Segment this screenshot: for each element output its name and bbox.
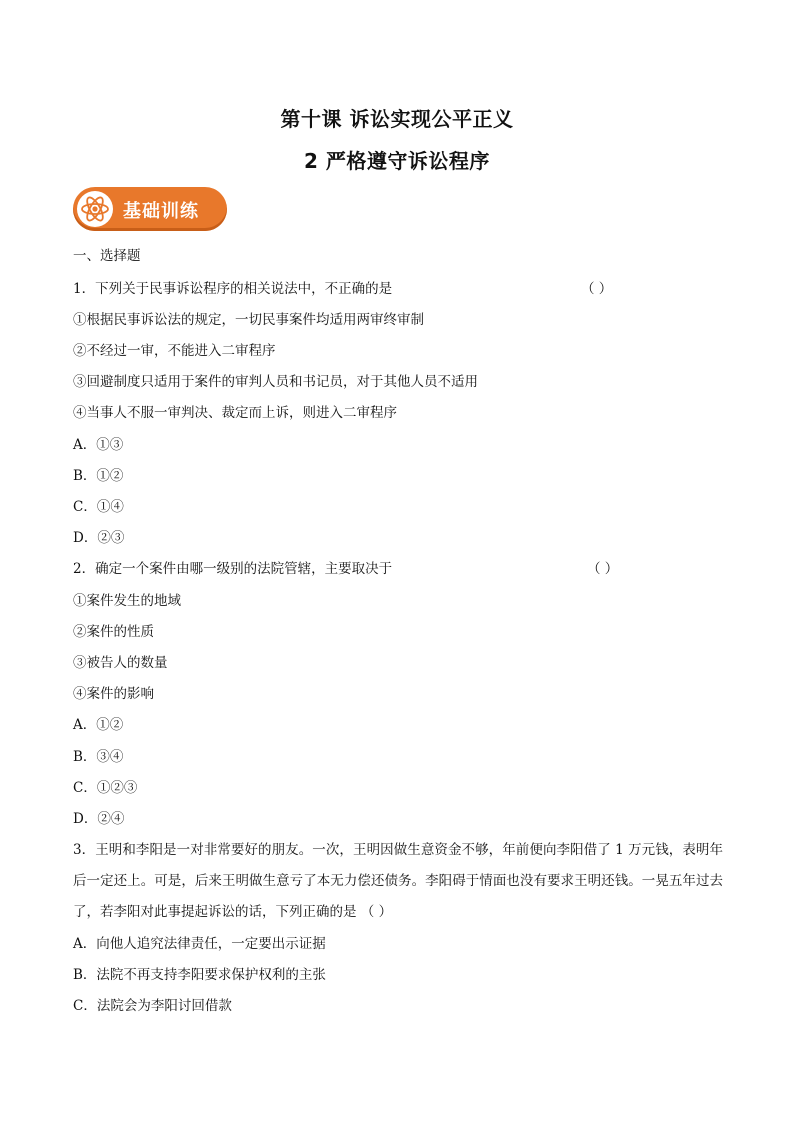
question-1-statement: ②不经过一审，不能进入二审程序	[73, 343, 276, 359]
question-2-statement: ②案件的性质	[73, 624, 154, 640]
question-2-answer-paren: （ ）	[587, 561, 619, 577]
question-1-statement: ①根据民事诉讼法的规定，一切民事案件均适用两审终审制	[73, 312, 424, 328]
question-1-option-a: A．①③	[73, 437, 124, 453]
question-1-statement: ③回避制度只适用于案件的审判人员和书记员，对于其他人员不适用	[73, 374, 478, 390]
basic-training-badge	[73, 187, 227, 231]
question-2-statement: ④案件的影响	[73, 686, 154, 702]
question-1-option-b: B．①②	[73, 468, 124, 484]
question-2-option-d: D．②④	[73, 811, 125, 827]
badge-icon-circle	[77, 191, 113, 227]
part-heading: 一、选择题	[73, 248, 141, 264]
question-2-option-c: C．①②③	[73, 780, 138, 796]
question-3-stem: 3．王明和李阳是一对非常要好的朋友。一次，王明因做生意资金不够，年前便向李阳借了 1 万元钱，表明年后一定还上。可是，后来王明做生意亏了本无力偿还债务。李阳碍于情面也没有要求王明还钱。一晃五年过去了，若李阳对此事提起诉讼的话，下列正确的是 （ ）	[73, 842, 723, 920]
section-title: 2 严格遵守诉讼程序	[304, 149, 490, 173]
question-2-statement: ①案件发生的地域	[73, 593, 181, 609]
question-1-statement: ④当事人不服一审判决、裁定而上诉，则进入二审程序	[73, 405, 397, 421]
question-1-option-d: D．②③	[73, 530, 125, 546]
lesson-title: 第十课 诉讼实现公平正义	[280, 107, 514, 131]
badge-label: 基础训练	[123, 201, 199, 222]
question-2-option-b: B．③④	[73, 749, 124, 765]
question-2-statement: ③被告人的数量	[73, 655, 168, 671]
question-1-stem: 1．下列关于民事诉讼程序的相关说法中，不正确的是	[73, 281, 393, 297]
question-1-answer-paren: （ ）	[581, 281, 613, 297]
atom-icon	[79, 193, 111, 225]
question-3-option-a: A．向他人追究法律责任，一定要出示证据	[73, 936, 326, 952]
question-3-option-c: C．法院会为李阳讨回借款	[73, 998, 232, 1014]
question-2-option-a: A．①②	[73, 717, 124, 733]
question-1-option-c: C．①④	[73, 499, 124, 515]
question-3-option-b: B．法院不再支持李阳要求保护权利的主张	[73, 967, 326, 983]
question-2-stem: 2．确定一个案件由哪一级别的法院管辖，主要取决于	[73, 561, 393, 577]
